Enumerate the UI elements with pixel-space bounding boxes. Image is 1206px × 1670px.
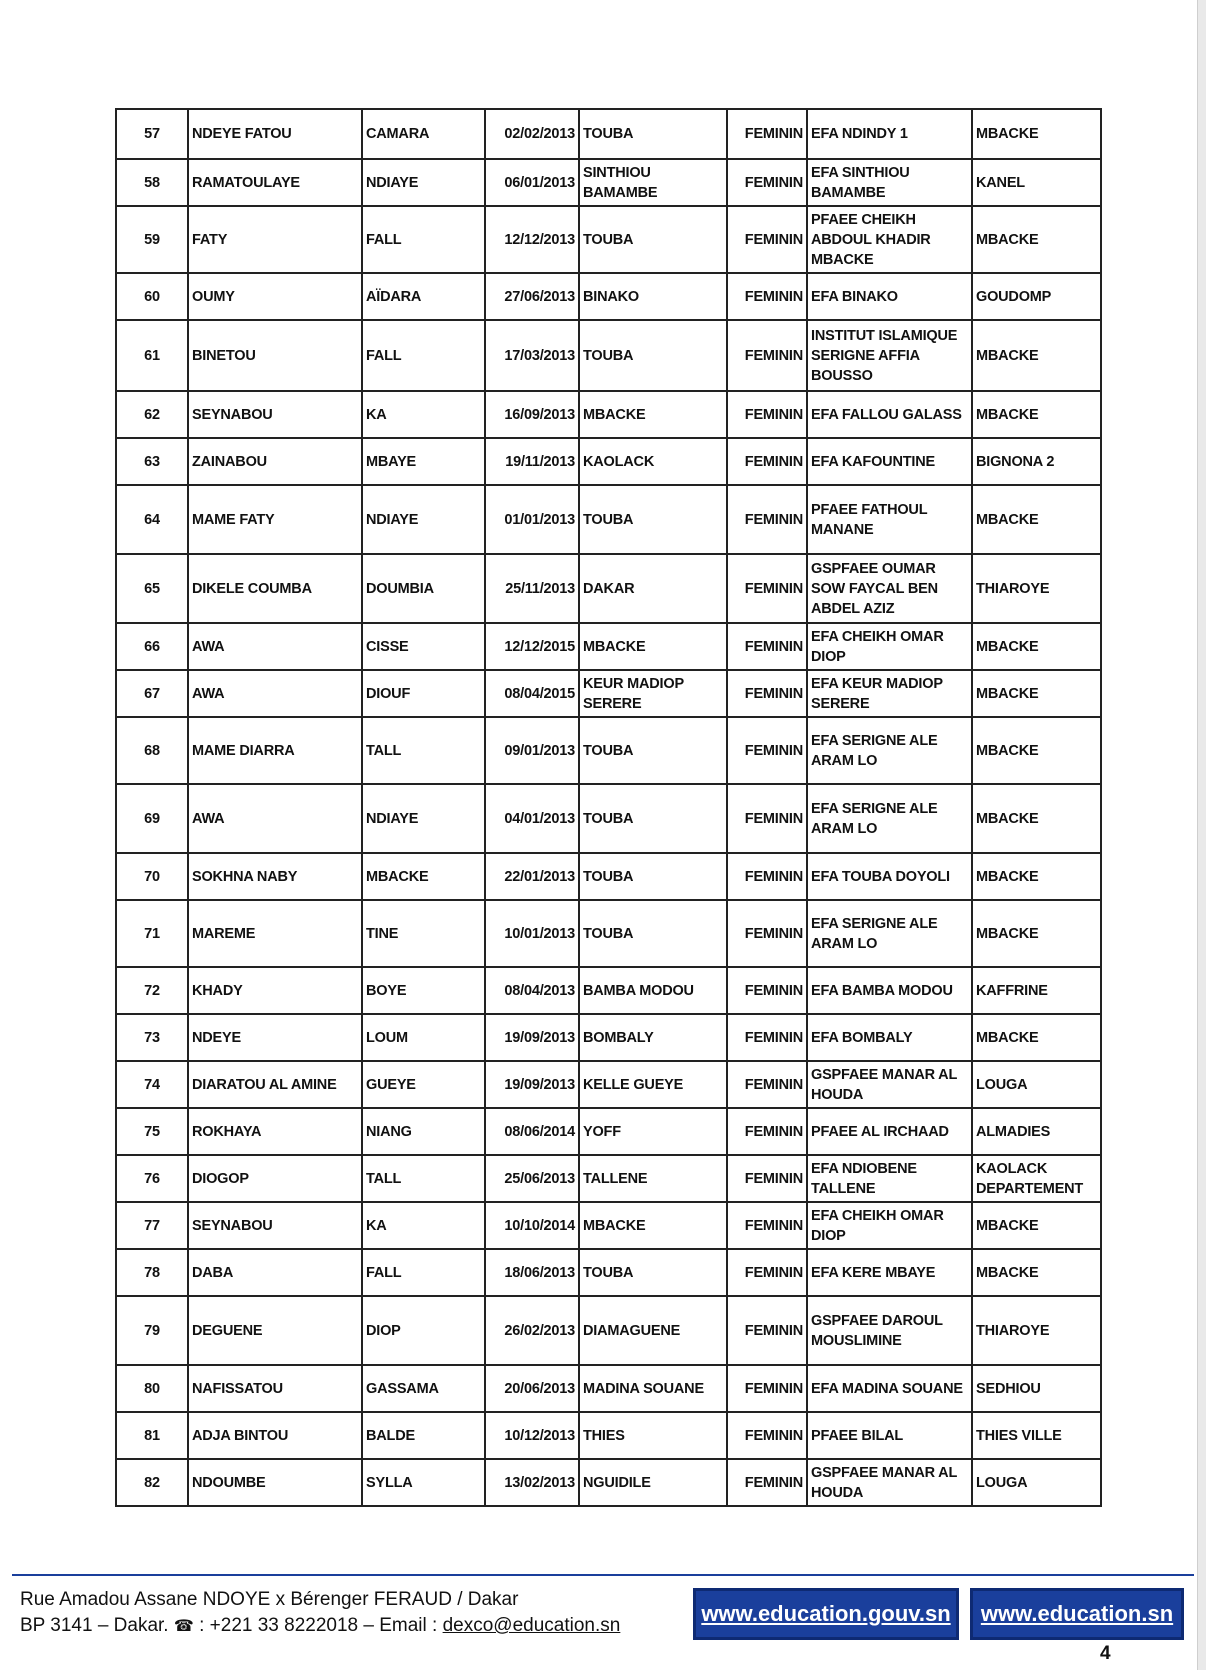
district-cell: KANEL [972,159,1101,206]
first-name-cell: DEGUENE [188,1296,362,1365]
row-number-cell: 63 [116,438,188,485]
last-name-cell: KA [362,391,485,438]
sex-cell: FEMININ [727,554,807,623]
birth-date-cell: 10/12/2013 [485,1412,579,1459]
school-cell: EFA NDIOBENE TALLENE [807,1155,972,1202]
birth-place-cell: BINAKO [579,273,727,320]
birth-date-cell: 25/06/2013 [485,1155,579,1202]
school-cell: PFAEE AL IRCHAAD [807,1108,972,1155]
district-cell: MBACKE [972,391,1101,438]
sex-cell: FEMININ [727,391,807,438]
sex-cell: FEMININ [727,1108,807,1155]
birth-place-cell: TOUBA [579,784,727,853]
birth-place-cell: MADINA SOUANE [579,1365,727,1412]
school-cell: EFA KAFOUNTINE [807,438,972,485]
school-cell: EFA SERIGNE ALE ARAM LO [807,717,972,784]
birth-date-cell: 20/06/2013 [485,1365,579,1412]
birth-date-cell: 08/04/2015 [485,670,579,717]
first-name-cell: AWA [188,623,362,670]
birth-date-cell: 04/01/2013 [485,784,579,853]
sex-cell: FEMININ [727,273,807,320]
district-cell: MBACKE [972,623,1101,670]
school-cell: PFAEE CHEIKH ABDOUL KHADIR MBACKE [807,206,972,273]
last-name-cell: GUEYE [362,1061,485,1108]
first-name-cell: MAREME [188,900,362,967]
sex-cell: FEMININ [727,206,807,273]
row-number-cell: 81 [116,1412,188,1459]
last-name-cell: FALL [362,1249,485,1296]
footer-email[interactable]: dexco@education.sn [442,1615,621,1636]
school-cell: GSPFAEE MANAR AL HOUDA [807,1459,972,1506]
row-number-cell: 72 [116,967,188,1014]
birth-place-cell: MBACKE [579,623,727,670]
birth-place-cell: TOUBA [579,109,727,159]
birth-date-cell: 19/09/2013 [485,1014,579,1061]
last-name-cell: CISSE [362,623,485,670]
first-name-cell: BINETOU [188,320,362,391]
first-name-cell: NDOUMBE [188,1459,362,1506]
birth-date-cell: 02/02/2013 [485,109,579,159]
row-number-cell: 73 [116,1014,188,1061]
birth-place-cell: BOMBALY [579,1014,727,1061]
footer-address-line2 [20,1615,620,1637]
row-number-cell: 74 [116,1061,188,1108]
birth-place-cell: SINTHIOU BAMAMBE [579,159,727,206]
birth-date-cell: 19/09/2013 [485,1061,579,1108]
footer-bp: BP 3141 – Dakar. [20,1615,169,1636]
district-cell: MBACKE [972,1202,1101,1249]
birth-place-cell: DIAMAGUENE [579,1296,727,1365]
first-name-cell: SEYNABOU [188,1202,362,1249]
school-cell: EFA KEUR MADIOP SERERE [807,670,972,717]
sex-cell: FEMININ [727,1412,807,1459]
sex-cell: FEMININ [727,623,807,670]
sex-cell: FEMININ [727,1014,807,1061]
first-name-cell: ADJA BINTOU [188,1412,362,1459]
district-cell: SEDHIOU [972,1365,1101,1412]
table-row [116,1365,1101,1412]
row-number-cell: 66 [116,623,188,670]
first-name-cell: NDEYE [188,1014,362,1061]
birth-date-cell: 26/02/2013 [485,1296,579,1365]
row-number-cell: 57 [116,109,188,159]
school-cell: PFAEE FATHOUL MANANE [807,485,972,554]
table-row [116,900,1101,967]
row-number-cell: 70 [116,853,188,900]
row-number-cell: 75 [116,1108,188,1155]
row-number-cell: 58 [116,159,188,206]
last-name-cell: DIOUF [362,670,485,717]
district-cell: MBACKE [972,717,1101,784]
table-row [116,1061,1101,1108]
last-name-cell: SYLLA [362,1459,485,1506]
district-cell: BIGNONA 2 [972,438,1101,485]
birth-place-cell: BAMBA MODOU [579,967,727,1014]
first-name-cell: FATY [188,206,362,273]
footer-divider [12,1574,1194,1576]
birth-place-cell: MBACKE [579,391,727,438]
sex-cell: FEMININ [727,1296,807,1365]
district-cell: MBACKE [972,320,1101,391]
birth-date-cell: 06/01/2013 [485,159,579,206]
district-cell: KAOLACK DEPARTEMENT [972,1155,1101,1202]
district-cell: MBACKE [972,853,1101,900]
birth-date-cell: 01/01/2013 [485,485,579,554]
birth-place-cell: TALLENE [579,1155,727,1202]
birth-place-cell: TOUBA [579,1249,727,1296]
sex-cell: FEMININ [727,717,807,784]
table-row [116,391,1101,438]
sex-cell: FEMININ [727,1249,807,1296]
district-cell: THIAROYE [972,554,1101,623]
last-name-cell: TALL [362,1155,485,1202]
sex-cell: FEMININ [727,853,807,900]
birth-date-cell: 27/06/2013 [485,273,579,320]
first-name-cell: AWA [188,784,362,853]
district-cell: MBACKE [972,485,1101,554]
sex-cell: FEMININ [727,1459,807,1506]
birth-date-cell: 19/11/2013 [485,438,579,485]
district-cell: MBACKE [972,900,1101,967]
sex-cell: FEMININ [727,159,807,206]
birth-date-cell: 10/01/2013 [485,900,579,967]
birth-date-cell: 18/06/2013 [485,1249,579,1296]
birth-place-cell: KEUR MADIOP SERERE [579,670,727,717]
first-name-cell: ROKHAYA [188,1108,362,1155]
table-row [116,1412,1101,1459]
table-row [116,670,1101,717]
birth-place-cell: YOFF [579,1108,727,1155]
table-row [116,784,1101,853]
table-row [116,1014,1101,1061]
birth-place-cell: MBACKE [579,1202,727,1249]
last-name-cell: CAMARA [362,109,485,159]
birth-date-cell: 09/01/2013 [485,717,579,784]
row-number-cell: 64 [116,485,188,554]
district-cell: MBACKE [972,1249,1101,1296]
district-cell: MBACKE [972,1014,1101,1061]
birth-date-cell: 17/03/2013 [485,320,579,391]
first-name-cell: SEYNABOU [188,391,362,438]
last-name-cell: AÏDARA [362,273,485,320]
first-name-cell: DIKELE COUMBA [188,554,362,623]
website-link-education[interactable]: www.education.sn [970,1588,1184,1640]
first-name-cell: AWA [188,670,362,717]
district-cell: KAFFRINE [972,967,1101,1014]
table-row [116,320,1101,391]
first-name-cell: DIARATOU AL AMINE [188,1061,362,1108]
birth-place-cell: TOUBA [579,320,727,391]
district-cell: THIAROYE [972,1296,1101,1365]
last-name-cell: FALL [362,206,485,273]
sex-cell: FEMININ [727,109,807,159]
row-number-cell: 67 [116,670,188,717]
birth-place-cell: KELLE GUEYE [579,1061,727,1108]
first-name-cell: OUMY [188,273,362,320]
last-name-cell: DIOP [362,1296,485,1365]
first-name-cell: DABA [188,1249,362,1296]
sex-cell: FEMININ [727,670,807,717]
last-name-cell: MBAYE [362,438,485,485]
last-name-cell: GASSAMA [362,1365,485,1412]
row-number-cell: 59 [116,206,188,273]
district-cell: MBACKE [972,109,1101,159]
school-cell: EFA BINAKO [807,273,972,320]
district-cell: THIES VILLE [972,1412,1101,1459]
row-number-cell: 65 [116,554,188,623]
first-name-cell: MAME FATY [188,485,362,554]
school-cell: EFA KERE MBAYE [807,1249,972,1296]
district-cell: MBACKE [972,784,1101,853]
sex-cell: FEMININ [727,1061,807,1108]
sex-cell: FEMININ [727,438,807,485]
birth-place-cell: KAOLACK [579,438,727,485]
sex-cell: FEMININ [727,1202,807,1249]
first-name-cell: KHADY [188,967,362,1014]
school-cell: GSPFAEE MANAR AL HOUDA [807,1061,972,1108]
table-row [116,554,1101,623]
first-name-cell: NAFISSATOU [188,1365,362,1412]
school-cell: EFA CHEIKH OMAR DIOP [807,1202,972,1249]
birth-place-cell: TOUBA [579,853,727,900]
sex-cell: FEMININ [727,485,807,554]
sex-cell: FEMININ [727,967,807,1014]
table-row [116,109,1101,159]
table-row [116,1296,1101,1365]
birth-place-cell: TOUBA [579,717,727,784]
last-name-cell: NDIAYE [362,485,485,554]
birth-place-cell: TOUBA [579,485,727,554]
district-cell: LOUGA [972,1459,1101,1506]
table-row [116,623,1101,670]
birth-date-cell: 25/11/2013 [485,554,579,623]
last-name-cell: TINE [362,900,485,967]
sex-cell: FEMININ [727,1155,807,1202]
page-number: 4 [1100,1643,1111,1664]
last-name-cell: NIANG [362,1108,485,1155]
birth-place-cell: DAKAR [579,554,727,623]
school-cell: EFA CHEIKH OMAR DIOP [807,623,972,670]
row-number-cell: 60 [116,273,188,320]
school-cell: EFA BOMBALY [807,1014,972,1061]
district-cell: LOUGA [972,1061,1101,1108]
sex-cell: FEMININ [727,784,807,853]
row-number-cell: 62 [116,391,188,438]
row-number-cell: 76 [116,1155,188,1202]
first-name-cell: ZAINABOU [188,438,362,485]
phone-icon: ☎ [173,1618,194,1635]
district-cell: MBACKE [972,206,1101,273]
birth-date-cell: 22/01/2013 [485,853,579,900]
school-cell: EFA NDINDY 1 [807,109,972,159]
table-row [116,717,1101,784]
table-row [116,1249,1101,1296]
sex-cell: FEMININ [727,1365,807,1412]
birth-date-cell: 08/04/2013 [485,967,579,1014]
school-cell: EFA MADINA SOUANE [807,1365,972,1412]
table-row [116,1459,1101,1506]
last-name-cell: TALL [362,717,485,784]
birth-date-cell: 12/12/2013 [485,206,579,273]
birth-date-cell: 13/02/2013 [485,1459,579,1506]
sex-cell: FEMININ [727,320,807,391]
school-cell: EFA SINTHIOU BAMAMBE [807,159,972,206]
website-link-gouv[interactable]: www.education.gouv.sn [693,1588,959,1640]
school-cell: GSPFAEE OUMAR SOW FAYCAL BEN ABDEL AZIZ [807,554,972,623]
school-cell: GSPFAEE DAROUL MOUSLIMINE [807,1296,972,1365]
school-cell: EFA SERIGNE ALE ARAM LO [807,784,972,853]
birth-place-cell: THIES [579,1412,727,1459]
school-cell: INSTITUT ISLAMIQUE SERIGNE AFFIA BOUSSO [807,320,972,391]
table-row [116,1108,1101,1155]
row-number-cell: 61 [116,320,188,391]
birth-place-cell: NGUIDILE [579,1459,727,1506]
birth-date-cell: 08/06/2014 [485,1108,579,1155]
row-number-cell: 77 [116,1202,188,1249]
last-name-cell: BOYE [362,967,485,1014]
last-name-cell: NDIAYE [362,784,485,853]
table-row [116,967,1101,1014]
birth-date-cell: 16/09/2013 [485,391,579,438]
table-row [116,1202,1101,1249]
school-cell: EFA FALLOU GALASS [807,391,972,438]
row-number-cell: 78 [116,1249,188,1296]
last-name-cell: MBACKE [362,853,485,900]
footer-address-line1: Rue Amadou Assane NDOYE x Bérenger FERAUD / Dakar [20,1589,519,1610]
last-name-cell: KA [362,1202,485,1249]
district-cell: ALMADIES [972,1108,1101,1155]
birth-date-cell: 10/10/2014 [485,1202,579,1249]
birth-place-cell: TOUBA [579,900,727,967]
birth-date-cell: 12/12/2015 [485,623,579,670]
table-row [116,1155,1101,1202]
last-name-cell: BALDE [362,1412,485,1459]
first-name-cell: SOKHNA NABY [188,853,362,900]
district-cell: GOUDOMP [972,273,1101,320]
footer-phone: : +221 33 8222018 – Email : [199,1615,438,1636]
table-row [116,485,1101,554]
last-name-cell: LOUM [362,1014,485,1061]
last-name-cell: FALL [362,320,485,391]
district-cell: MBACKE [972,670,1101,717]
first-name-cell: NDEYE FATOU [188,109,362,159]
table-row [116,206,1101,273]
row-number-cell: 79 [116,1296,188,1365]
last-name-cell: NDIAYE [362,159,485,206]
table-row [116,853,1101,900]
row-number-cell: 82 [116,1459,188,1506]
last-name-cell: DOUMBIA [362,554,485,623]
school-cell: EFA SERIGNE ALE ARAM LO [807,900,972,967]
sex-cell: FEMININ [727,900,807,967]
page-edge [1197,0,1206,1670]
birth-place-cell: TOUBA [579,206,727,273]
school-cell: PFAEE BILAL [807,1412,972,1459]
table-row [116,159,1101,206]
table-row [116,273,1101,320]
first-name-cell: RAMATOULAYE [188,159,362,206]
row-number-cell: 80 [116,1365,188,1412]
first-name-cell: DIOGOP [188,1155,362,1202]
row-number-cell: 68 [116,717,188,784]
row-number-cell: 69 [116,784,188,853]
students-table [115,108,1102,1507]
school-cell: EFA BAMBA MODOU [807,967,972,1014]
school-cell: EFA TOUBA DOYOLI [807,853,972,900]
row-number-cell: 71 [116,900,188,967]
table-row [116,438,1101,485]
first-name-cell: MAME DIARRA [188,717,362,784]
